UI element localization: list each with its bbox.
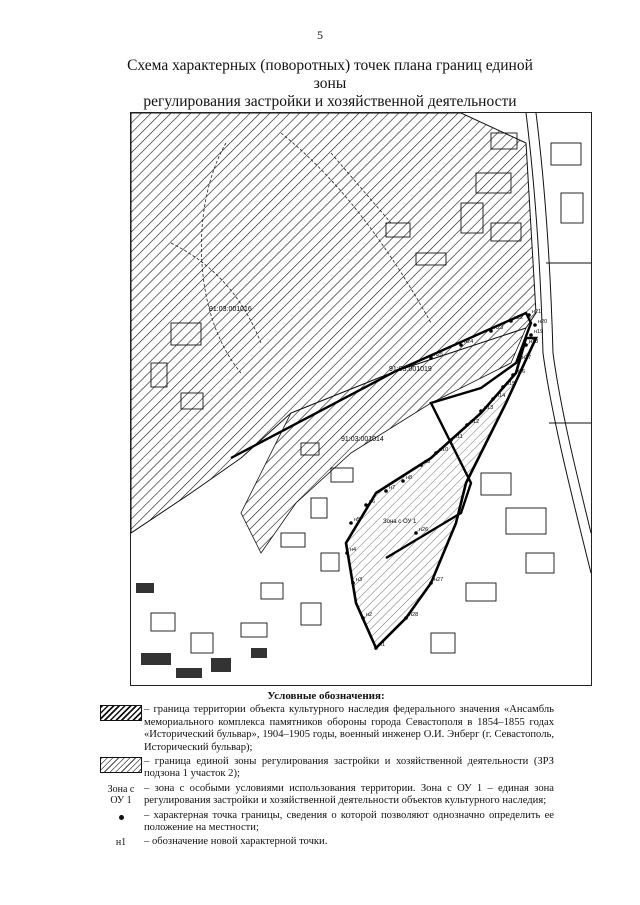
point-marker bbox=[351, 581, 355, 585]
point-marker bbox=[459, 343, 463, 347]
map-drawing bbox=[131, 113, 591, 685]
point-marker bbox=[429, 356, 433, 360]
legend-item-zone bbox=[98, 783, 554, 808]
point-label: н28 bbox=[409, 612, 419, 618]
point-marker bbox=[345, 551, 349, 555]
title-line-1: Схема характерных (поворотных) точек плана границ единой зоны bbox=[127, 57, 533, 92]
point-label: н16 bbox=[516, 369, 526, 375]
point-marker bbox=[489, 329, 493, 333]
point-label: н12 bbox=[470, 419, 480, 425]
legend-text-heritage: – граница территории объекта культурного наследия федерального значения «Ансамбль мемориального комплекса памятников обороны города Севастополя в 1854–1855 годах «Исторический бульвар», 1904–1905 годы, военный инженер О.И. Энберг (г. Севастополь, Исторический бульвар); bbox=[144, 704, 554, 753]
point-marker bbox=[517, 359, 521, 363]
point-marker bbox=[429, 581, 433, 585]
point-label: н17 bbox=[522, 355, 532, 361]
point-label: н11 bbox=[454, 434, 463, 440]
legend-text-zone: – зона с особыми условиями использования территории. Зона с ОУ 1 – единая зона регулирования застройки и хозяйственной деятельности объектов культурного наследия; bbox=[144, 782, 554, 807]
point-label: н8 bbox=[406, 475, 413, 481]
zone-symbol-line-2: ОУ 1 bbox=[110, 794, 132, 806]
point-label: н13 bbox=[484, 405, 494, 411]
point-marker bbox=[419, 463, 423, 467]
point-marker bbox=[529, 333, 533, 337]
point-label: н7 bbox=[389, 485, 396, 491]
point-marker bbox=[434, 451, 438, 455]
point-label: н24 bbox=[464, 339, 474, 345]
point-marker bbox=[524, 343, 528, 347]
point-label: н25 bbox=[434, 352, 444, 358]
point-label: н6 bbox=[369, 499, 376, 505]
point-marker bbox=[509, 319, 513, 323]
light-hatch-swatch bbox=[100, 757, 142, 773]
new-point-label: н1 bbox=[115, 837, 127, 849]
point-label: н15 bbox=[506, 381, 516, 387]
point-dot-icon bbox=[119, 815, 124, 820]
point-marker bbox=[401, 479, 405, 483]
point-marker bbox=[479, 409, 483, 413]
point-label: н3 bbox=[356, 577, 363, 583]
point-label: н19 bbox=[534, 329, 544, 335]
point-marker bbox=[414, 531, 418, 535]
point-label: н2 bbox=[366, 612, 373, 618]
legend-heading: Условные обозначения: bbox=[267, 690, 385, 702]
point-marker bbox=[491, 397, 495, 401]
point-label: н20 bbox=[538, 319, 548, 325]
point-marker bbox=[404, 616, 408, 620]
point-label: н23 bbox=[494, 325, 504, 331]
legend bbox=[98, 690, 554, 852]
legend-text-point: – характерная точка границы, сведения о которой позволяют однозначно определить ее положение на местности; bbox=[144, 809, 554, 834]
point-label: н5 bbox=[354, 517, 361, 523]
legend-item-heritage bbox=[98, 704, 554, 754]
point-marker bbox=[533, 323, 537, 327]
point-marker bbox=[364, 503, 368, 507]
zone-label-on-map: Зона с ОУ 1 bbox=[383, 519, 417, 525]
point-label: н22 bbox=[514, 315, 524, 321]
point-label: н18 bbox=[529, 339, 539, 345]
point-label: н26 bbox=[419, 527, 429, 533]
point-marker bbox=[449, 438, 453, 442]
boundary-map bbox=[130, 112, 592, 686]
point-label: н1 bbox=[379, 642, 386, 648]
parcel-label-b: 91:03:001019 bbox=[389, 366, 432, 373]
zone-symbol bbox=[108, 784, 135, 806]
point-marker bbox=[465, 423, 469, 427]
legend-item-new-point bbox=[98, 836, 554, 849]
title-line-2: регулирования застройки и хозяйственной деятельности bbox=[143, 93, 517, 110]
legend-item-point bbox=[98, 810, 554, 835]
point-label: н14 bbox=[496, 393, 506, 399]
point-marker bbox=[374, 646, 378, 650]
page-number: 5 bbox=[317, 28, 323, 42]
legend-text-new-point: – обозначение новой характерной точки. bbox=[144, 836, 328, 848]
dense-buildings bbox=[136, 583, 267, 678]
point-marker bbox=[501, 385, 505, 389]
parcel-label-a: 91:03:001016 bbox=[209, 306, 252, 313]
point-label: н10 bbox=[439, 447, 449, 453]
parcel-label-c: 91:03:001014 bbox=[341, 436, 384, 443]
point-marker bbox=[384, 489, 388, 493]
zone-symbol-line-1: Зона с bbox=[107, 783, 135, 795]
point-label: н9 bbox=[424, 459, 431, 465]
point-marker bbox=[361, 616, 365, 620]
point-marker bbox=[349, 521, 353, 525]
point-label: н4 bbox=[350, 547, 357, 553]
point-marker bbox=[511, 373, 515, 377]
legend-text-zrz: – граница единой зоны регулирования застройки и хозяйственной деятельности (ЗРЗ подзона 1 участок 2); bbox=[144, 756, 554, 780]
point-marker bbox=[527, 313, 531, 317]
point-label: н27 bbox=[434, 577, 444, 583]
legend-item-zrz bbox=[98, 756, 554, 781]
point-label: н21 bbox=[532, 309, 542, 315]
dense-hatch-swatch bbox=[100, 705, 142, 721]
